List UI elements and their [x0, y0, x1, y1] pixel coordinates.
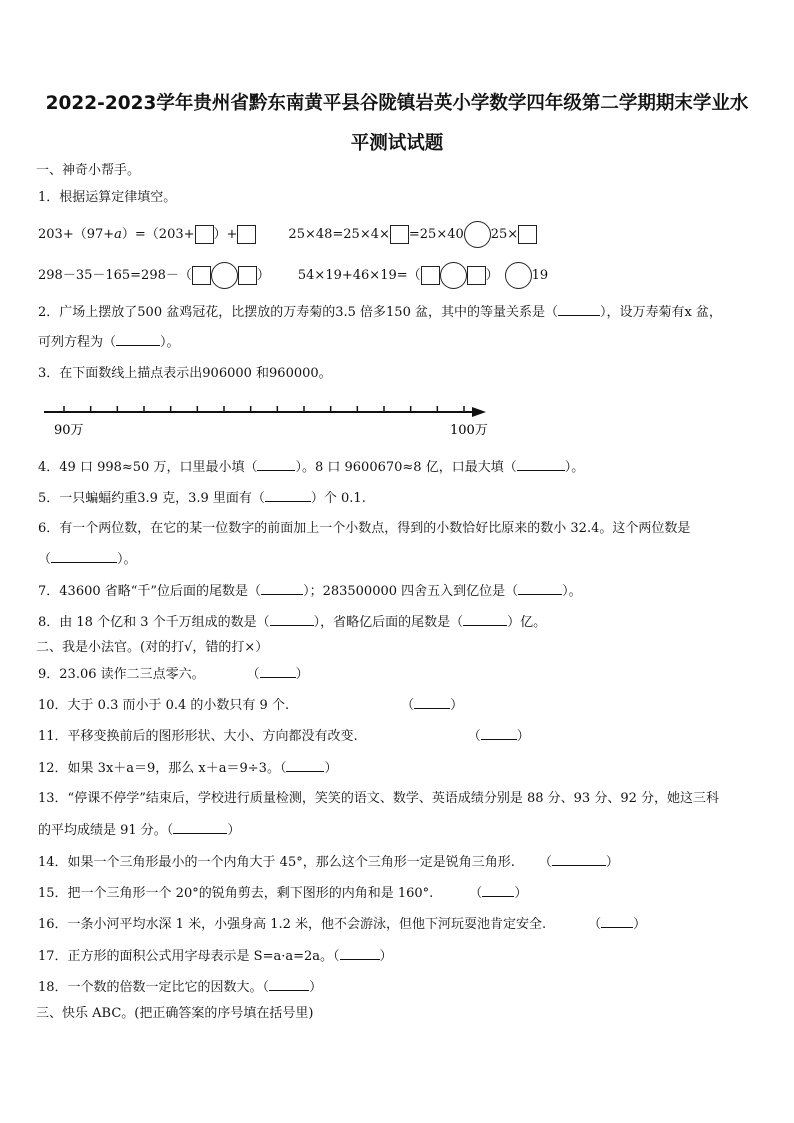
q1a-close: ）+ [213, 226, 238, 242]
judge-q18 [38, 978, 322, 997]
q6-line2-end: ）。 [117, 552, 137, 567]
q1c-operator-circle[interactable] [211, 262, 238, 289]
q1c-answer-box-2[interactable] [238, 266, 257, 285]
q17-paren-close: ） [379, 949, 393, 964]
q7-end: ）。 [562, 584, 582, 599]
judge-q10 [38, 696, 463, 715]
q4 [38, 458, 584, 477]
q2-text-end: ），设万寿菊有x 盆， [599, 305, 722, 320]
q1d-answer-box-2[interactable] [467, 266, 486, 285]
q1-row-1 [38, 221, 537, 248]
q8 [38, 613, 546, 632]
q12-paren-open: （ [279, 761, 287, 776]
judge-q9 [38, 665, 309, 684]
q5 [38, 489, 366, 508]
q11-paren-close: ） [516, 729, 530, 744]
q11-answer[interactable] [481, 727, 517, 740]
q7-blank-2[interactable] [518, 582, 562, 595]
q17-answer[interactable] [340, 947, 380, 960]
q1b-right: 25× [490, 226, 519, 242]
q1b-operator-circle[interactable] [464, 221, 491, 248]
q13-paren-close: ） [227, 823, 241, 838]
q5-end: ）个 0.1. [310, 491, 366, 506]
q6-line-2 [38, 550, 137, 569]
q15-text: 15．把一个三角形一个 20°的锐角剪去，剩下图形的内角和是 160°. [38, 886, 434, 901]
q16-answer[interactable] [601, 915, 633, 928]
q6-line2-open: （ [38, 552, 52, 567]
q9-answer[interactable] [260, 665, 296, 678]
q7-mid: ）；283500000 四舍五入到亿位是（ [303, 584, 519, 599]
q1d-close: ） [485, 267, 499, 283]
q12-paren-close: ） [324, 761, 338, 776]
q11-text: 11．平移变换前后的图形形状、大小、方向都没有改变. [38, 729, 358, 744]
q6-blank[interactable] [51, 550, 117, 563]
q10-text: 10．大于 0.3 而小于 0.4 的小数只有 9 个. [38, 698, 290, 713]
q14-answer[interactable] [552, 853, 606, 866]
q10-paren-open: （ [401, 698, 415, 713]
q10-answer[interactable] [414, 696, 450, 709]
judge-q15 [38, 884, 527, 903]
q9-paren-close: ） [295, 667, 309, 682]
q1b-answer-box-1[interactable] [390, 225, 409, 244]
page-title-line1: 2022-2023学年贵州省黔东南黄平县谷陇镇岩英小学数学四年级第二学期期末学业水 [45, 93, 749, 114]
section-1-heading: 一、神奇小帮手。 [36, 163, 141, 178]
q7-text: 7．43600 省略“千”位后面的尾数是（ [38, 584, 262, 599]
q4-text: 4．49 口 998≈50 万，口里最小填（ [38, 460, 258, 475]
judge-q16 [38, 915, 646, 934]
q2-text: 2．广场上摆放了500 盆鸡冠花，比摆放的万寿菊的3.5 倍多150 盆，其中的等量关系是（ [38, 305, 558, 320]
q11-paren-open: （ [467, 729, 481, 744]
q16-paren-close: ） [633, 917, 647, 932]
q13-answer[interactable] [173, 821, 227, 834]
q16-paren-open: （ [588, 917, 602, 932]
q1d-operator-circle-1[interactable] [440, 262, 467, 289]
q1d-right: 19 [531, 267, 549, 283]
page-title-line2: 平测试试题 [350, 133, 444, 154]
section-2-heading: 二、我是小法官。(对的打√，错的打×） [36, 640, 269, 655]
number-line-arrow [472, 407, 486, 417]
q9-paren-open: （ [246, 667, 260, 682]
q13-line2-text: 的平均成绩是 91 分。（ [38, 823, 174, 838]
q2-line2-end: ）。 [160, 335, 180, 350]
q1c-answer-box-1[interactable] [192, 266, 211, 285]
q3-text: 3．在下面数线上描点表示出906000 和960000。 [38, 366, 332, 381]
judge-q14 [38, 853, 619, 872]
q1d-left: 54×19+46×19=（ [297, 267, 421, 283]
judge-q17 [38, 947, 393, 966]
q1a-left: 203+（97+ [38, 226, 115, 242]
q10-paren-close: ） [450, 698, 464, 713]
q16-text: 16．一条小河平均水深 1 米，小强身高 1.2 米，他不会游泳，但他下河玩耍池肯定安全. [38, 917, 547, 932]
q4-end: ）。 [564, 460, 585, 475]
q9-text: 9．23.06 读作二三点零六。 [38, 667, 205, 682]
q12-answer[interactable] [286, 759, 324, 772]
q18-paren-close: ） [309, 980, 323, 995]
q17-paren-open: （ [333, 949, 340, 964]
q1c-left: 298－35－165=298－（ [38, 267, 192, 283]
q8-mid: ），省略亿后面的尾数是（ [313, 615, 464, 630]
q2-line-1 [38, 303, 722, 322]
q1b-answer-box-2[interactable] [518, 225, 537, 244]
q8-blank-1[interactable] [270, 613, 314, 626]
judge-q12 [38, 759, 337, 778]
q18-text: 18．一个数的倍数一定比它的因数大。 [38, 980, 263, 995]
q14-paren-open: （ [538, 855, 552, 870]
q5-text: 5．一只蝙蝠约重3.9 克，3.9 里面有（ [38, 491, 265, 506]
q4-blank-1[interactable] [257, 458, 295, 471]
section-3-heading: 三、快乐 ABC。(把正确答案的序号填在括号里) [36, 1006, 314, 1021]
q7 [38, 582, 582, 601]
q8-end: ）亿。 [507, 615, 547, 630]
q15-paren-open: （ [469, 886, 483, 901]
q1d-answer-box-1[interactable] [421, 266, 440, 285]
q5-blank[interactable] [265, 489, 311, 502]
q1c-close: ） [256, 267, 270, 283]
q2-line-2 [38, 333, 180, 352]
q18-answer[interactable] [269, 978, 309, 991]
q1a-var: a [114, 226, 122, 242]
q17-text: 17．正方形的面积公式用字母表示是 S=a·a=2a。 [38, 949, 334, 964]
q15-answer[interactable] [482, 884, 514, 897]
q4-blank-2[interactable] [517, 458, 565, 471]
q1b-mid: =25×40 [408, 226, 464, 242]
q2-blank-1[interactable] [558, 303, 600, 316]
q1a-answer-box-2[interactable] [237, 225, 256, 244]
q2-line2-text: 可列方程为（ [38, 335, 117, 350]
q1-row-2 [38, 262, 548, 289]
q1b-left: 25×48=25×4× [288, 226, 390, 242]
q4-mid: ）。8 口 9600670≈8 亿，口最大填（ [295, 460, 517, 475]
q14-paren-close: ） [605, 855, 619, 870]
q7-blank-1[interactable] [261, 582, 303, 595]
q12-text: 12．如果 3x＋a＝9，那么 x＋a＝9÷3。 [38, 761, 280, 776]
q18-paren-open: （ [262, 980, 270, 995]
q6-line-1: 6．有一个两位数，在它的某一位数字的前面加上一个小数点，得到的小数恰好比原来的数小 32.4。这个两位数是 [38, 521, 691, 536]
q1d-operator-circle-2[interactable] [505, 262, 532, 289]
number-line[interactable] [40, 397, 500, 442]
q1a-answer-box-1[interactable] [195, 225, 214, 244]
q13-line-2 [38, 821, 240, 840]
q8-blank-2[interactable] [463, 613, 507, 626]
q2-blank-2[interactable] [116, 333, 160, 346]
q14-text: 14．如果一个三角形最小的一个内角大于 45°，那么这个三角形一定是锐角三角形. [38, 855, 515, 870]
number-line-start-label: 90万 [54, 423, 84, 438]
number-line-end-label: 100万 [450, 423, 488, 438]
q1-text: 1．根据运算定律填空。 [38, 190, 177, 205]
q15-paren-close: ） [514, 886, 528, 901]
q8-text: 8．由 18 个亿和 3 个千万组成的数是（ [38, 615, 270, 630]
judge-q11 [38, 727, 530, 746]
q1a-mid: ）=（203+ [121, 226, 195, 242]
q13-line-1: 13．“停课不停学”结束后，学校进行质量检测，笑笑的语文、数学、英语成绩分别是 88 分、93 分、92 分，她这三科 [38, 791, 719, 806]
